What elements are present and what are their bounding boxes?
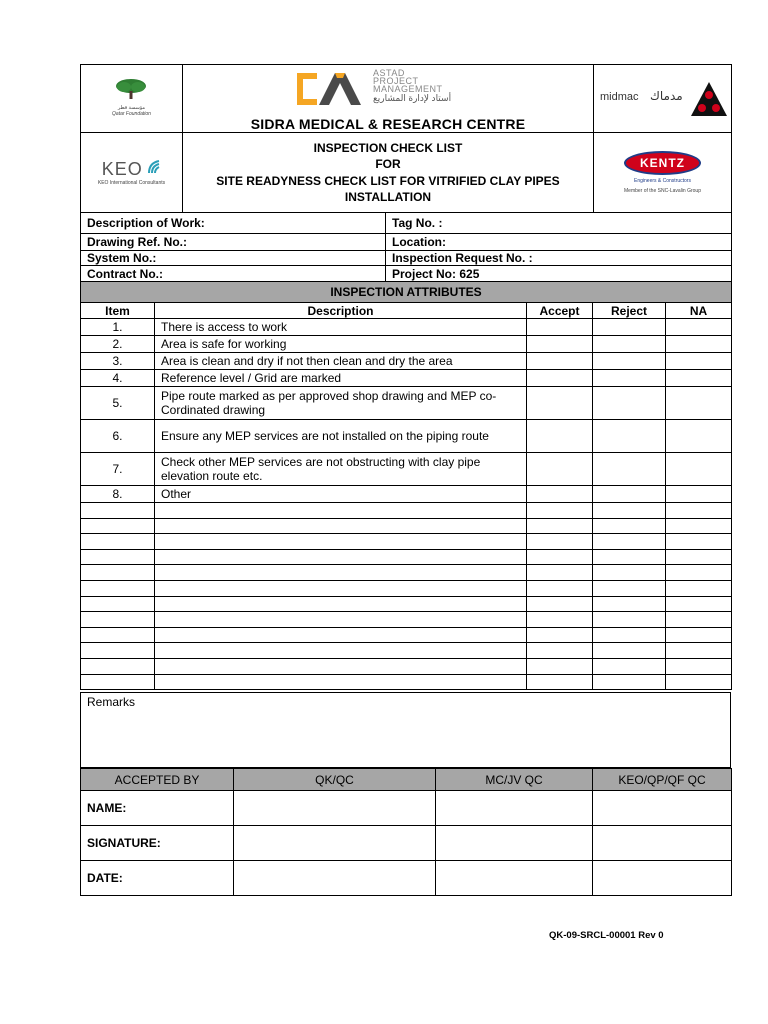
doc-title-line-4: INSTALLATION <box>344 190 432 204</box>
reject-checkbox-cell[interactable] <box>593 370 666 387</box>
blank-accept-cell[interactable] <box>527 627 593 643</box>
remarks-field[interactable] <box>81 693 731 768</box>
accept-checkbox-cell[interactable] <box>527 353 593 370</box>
item-description: Area is clean and dry if not then clean and dry the area <box>155 353 527 370</box>
reject-checkbox-cell[interactable] <box>593 486 666 503</box>
blank-reject-cell[interactable] <box>593 503 666 519</box>
accept-checkbox-cell[interactable] <box>527 336 593 353</box>
document-code: QK-09-SRCL-00001 Rev 0 <box>549 930 664 941</box>
blank-reject-cell[interactable] <box>593 643 666 659</box>
blank-accept-cell[interactable] <box>527 580 593 596</box>
contractor-logo-cell <box>594 65 732 133</box>
table-row <box>81 453 732 486</box>
blank-item-cell[interactable] <box>81 549 155 565</box>
signature-qk-qc-cell[interactable] <box>234 826 436 861</box>
blank-accept-cell[interactable] <box>527 674 593 690</box>
signoff-header-accepted-by: ACCEPTED BY <box>81 769 234 791</box>
blank-description-cell[interactable] <box>155 518 527 534</box>
blank-accept-cell[interactable] <box>527 565 593 581</box>
blank-description-cell[interactable] <box>155 534 527 550</box>
blank-accept-cell[interactable] <box>527 643 593 659</box>
date-label: DATE: <box>81 861 234 896</box>
midmac-logo <box>594 79 731 119</box>
blank-description-cell[interactable] <box>155 565 527 581</box>
item-description: Pipe route marked as per approved shop drawing and MEP co- Cordinated drawing <box>155 387 527 420</box>
blank-row <box>81 643 732 659</box>
blank-reject-cell[interactable] <box>593 674 666 690</box>
table-row <box>81 336 732 353</box>
blank-na-cell[interactable] <box>666 674 732 690</box>
qf-english-name: Qatar Foundation <box>112 110 151 117</box>
blank-item-cell[interactable] <box>81 565 155 581</box>
item-number: 6. <box>81 420 155 453</box>
blank-row <box>81 565 732 581</box>
date-keo-qc-cell[interactable] <box>593 861 732 896</box>
blank-reject-cell[interactable] <box>593 612 666 628</box>
date-mc-jv-qc-cell[interactable] <box>436 861 593 896</box>
column-header-accept: Accept <box>527 303 593 319</box>
keo-logo <box>81 159 182 186</box>
item-description: Reference level / Grid are marked <box>155 370 527 387</box>
signoff-header-keo-qc: KEO/QP/QF QC <box>593 769 732 791</box>
form-header <box>80 64 732 213</box>
na-checkbox-cell[interactable] <box>666 353 732 370</box>
blank-accept-cell[interactable] <box>527 534 593 550</box>
name-qk-qc-cell[interactable] <box>234 791 436 826</box>
accept-checkbox-cell[interactable] <box>527 486 593 503</box>
blank-item-cell[interactable] <box>81 503 155 519</box>
astad-line-2: PROJECT <box>373 76 419 86</box>
blank-na-cell[interactable] <box>666 534 732 550</box>
reject-checkbox-cell[interactable] <box>593 353 666 370</box>
kentz-logo-cell <box>594 133 732 213</box>
reject-checkbox-cell[interactable] <box>593 336 666 353</box>
blank-reject-cell[interactable] <box>593 534 666 550</box>
na-checkbox-cell[interactable] <box>666 420 732 453</box>
na-checkbox-cell[interactable] <box>666 370 732 387</box>
astad-arabic: أستاد لإدارة المشاريع <box>373 93 452 103</box>
blank-accept-cell[interactable] <box>527 518 593 534</box>
blank-na-cell[interactable] <box>666 627 732 643</box>
remarks-box <box>80 692 731 768</box>
blank-item-cell[interactable] <box>81 518 155 534</box>
accept-checkbox-cell[interactable] <box>527 319 593 336</box>
table-row <box>81 319 732 336</box>
reject-checkbox-cell[interactable] <box>593 453 666 486</box>
blank-accept-cell[interactable] <box>527 658 593 674</box>
location-field[interactable]: Location: <box>386 234 732 251</box>
blank-description-cell[interactable] <box>155 612 527 628</box>
blank-row <box>81 612 732 628</box>
project-title-cell <box>183 65 594 133</box>
item-description: Ensure any MEP services are not installed on the piping route <box>155 420 527 453</box>
project-info-table <box>80 212 732 282</box>
blank-description-cell[interactable] <box>155 596 527 612</box>
signature-keo-qc-cell[interactable] <box>593 826 732 861</box>
blank-row <box>81 580 732 596</box>
midmac-arabic: مدماك <box>650 88 683 103</box>
blank-na-cell[interactable] <box>666 596 732 612</box>
column-header-na: NA <box>666 303 732 319</box>
description-of-work-field[interactable]: Description of Work: <box>81 213 386 234</box>
blank-reject-cell[interactable] <box>593 565 666 581</box>
blank-item-cell[interactable] <box>81 596 155 612</box>
qatar-foundation-logo <box>112 78 151 117</box>
blank-accept-cell[interactable] <box>527 549 593 565</box>
na-checkbox-cell[interactable] <box>666 486 732 503</box>
blank-description-cell[interactable] <box>155 627 527 643</box>
item-number: 1. <box>81 319 155 336</box>
item-description: There is access to work <box>155 319 527 336</box>
signoff-header-qk-qc: QK/QC <box>234 769 436 791</box>
accept-checkbox-cell[interactable] <box>527 453 593 486</box>
blank-item-cell[interactable] <box>81 534 155 550</box>
blank-row <box>81 674 732 690</box>
blank-reject-cell[interactable] <box>593 580 666 596</box>
kentz-member: Member of the SNC-Lavalin Group <box>624 188 701 194</box>
item-number: 3. <box>81 353 155 370</box>
item-number: 8. <box>81 486 155 503</box>
blank-na-cell[interactable] <box>666 612 732 628</box>
reject-checkbox-cell[interactable] <box>593 319 666 336</box>
blank-item-cell[interactable] <box>81 658 155 674</box>
keo-text: KEO <box>101 159 143 179</box>
blank-reject-cell[interactable] <box>593 596 666 612</box>
blank-row <box>81 627 732 643</box>
item-description: Area is safe for working <box>155 336 527 353</box>
blank-description-cell[interactable] <box>155 580 527 596</box>
blank-accept-cell[interactable] <box>527 503 593 519</box>
blank-row <box>81 549 732 565</box>
blank-na-cell[interactable] <box>666 658 732 674</box>
tree-icon <box>114 78 148 100</box>
qatar-foundation-logo-cell <box>81 65 183 133</box>
blank-row <box>81 534 732 550</box>
na-checkbox-cell[interactable] <box>666 336 732 353</box>
item-description: Other <box>155 486 527 503</box>
signature-label: SIGNATURE: <box>81 826 234 861</box>
column-header-description: Description <box>155 303 527 319</box>
astad-line-1: ASTAD <box>373 68 405 78</box>
accept-checkbox-cell[interactable] <box>527 387 593 420</box>
name-label: NAME: <box>81 791 234 826</box>
blank-description-cell[interactable] <box>155 658 527 674</box>
system-no-field[interactable]: System No.: <box>81 251 386 266</box>
accept-checkbox-cell[interactable] <box>527 420 593 453</box>
na-checkbox-cell[interactable] <box>666 319 732 336</box>
item-number: 7. <box>81 453 155 486</box>
project-title: SIDRA MEDICAL & RESEARCH CENTRE <box>250 116 526 132</box>
blank-reject-cell[interactable] <box>593 549 666 565</box>
na-checkbox-cell[interactable] <box>666 387 732 420</box>
blank-na-cell[interactable] <box>666 518 732 534</box>
name-keo-qc-cell[interactable] <box>593 791 732 826</box>
blank-item-cell[interactable] <box>81 627 155 643</box>
blank-description-cell[interactable] <box>155 643 527 659</box>
drawing-ref-field[interactable]: Drawing Ref. No.: <box>81 234 386 251</box>
blank-accept-cell[interactable] <box>527 596 593 612</box>
table-row <box>81 370 732 387</box>
kentz-subtitle: Engineers & Constructors <box>634 178 691 184</box>
contract-no-field[interactable]: Contract No.: <box>81 266 386 282</box>
date-qk-qc-cell[interactable] <box>234 861 436 896</box>
blank-item-cell[interactable] <box>81 580 155 596</box>
blank-description-cell[interactable] <box>155 503 527 519</box>
tag-no-field[interactable]: Tag No. : <box>386 213 732 234</box>
signoff-header-mc-jv-qc: MC/JV QC <box>436 769 593 791</box>
inspection-rows <box>81 319 732 690</box>
reject-checkbox-cell[interactable] <box>593 387 666 420</box>
blank-item-cell[interactable] <box>81 643 155 659</box>
blank-na-cell[interactable] <box>666 549 732 565</box>
triangle-logo-icon <box>690 81 728 117</box>
blank-reject-cell[interactable] <box>593 658 666 674</box>
blank-row <box>81 658 732 674</box>
blank-row <box>81 518 732 534</box>
blank-na-cell[interactable] <box>666 643 732 659</box>
blank-na-cell[interactable] <box>666 580 732 596</box>
kentz-text: KENTZ <box>640 156 685 170</box>
column-header-reject: Reject <box>593 303 666 319</box>
inspection-attributes-header: INSPECTION ATTRIBUTES <box>81 282 732 303</box>
midmac-text: midmac <box>600 90 639 103</box>
blank-item-cell[interactable] <box>81 612 155 628</box>
keo-caption: KEO International Consultants <box>97 180 166 186</box>
signature-mc-jv-qc-cell[interactable] <box>436 826 593 861</box>
kentz-logo <box>594 151 731 194</box>
project-no-field: Project No: 625 <box>386 266 732 282</box>
name-mc-jv-qc-cell[interactable] <box>436 791 593 826</box>
blank-reject-cell[interactable] <box>593 627 666 643</box>
item-description: Check other MEP services are not obstructing with clay pipe elevation route etc. <box>155 453 527 486</box>
qf-arabic-name: مؤسسة قطر <box>117 104 146 111</box>
inspection-request-field[interactable]: Inspection Request No. : <box>386 251 732 266</box>
table-row <box>81 353 732 370</box>
blank-accept-cell[interactable] <box>527 612 593 628</box>
accept-checkbox-cell[interactable] <box>527 370 593 387</box>
item-number: 5. <box>81 387 155 420</box>
document-title-cell <box>183 133 594 213</box>
astad-line-3: MANAGEMENT <box>373 84 443 94</box>
table-row <box>81 486 732 503</box>
blank-na-cell[interactable] <box>666 565 732 581</box>
astad-logo <box>183 69 593 113</box>
astad-mark-icon <box>295 69 371 109</box>
table-row <box>81 420 732 453</box>
keo-logo-cell <box>81 133 183 213</box>
na-checkbox-cell[interactable] <box>666 453 732 486</box>
blank-description-cell[interactable] <box>155 549 527 565</box>
table-row <box>81 387 732 420</box>
blank-item-cell[interactable] <box>81 674 155 690</box>
blank-description-cell[interactable] <box>155 674 527 690</box>
blank-row <box>81 503 732 519</box>
doc-title-line-2: FOR <box>375 157 401 171</box>
keo-waves-icon <box>147 159 161 175</box>
item-number: 4. <box>81 370 155 387</box>
doc-title-line-1: INSPECTION CHECK LIST <box>313 140 463 155</box>
blank-reject-cell[interactable] <box>593 518 666 534</box>
signoff-table <box>80 768 732 896</box>
doc-title-line-3: SITE READYNESS CHECK LIST FOR VITRIFIED CLAY PIPES <box>216 173 560 188</box>
column-header-item: Item <box>81 303 155 319</box>
blank-row <box>81 596 732 612</box>
reject-checkbox-cell[interactable] <box>593 420 666 453</box>
item-number: 2. <box>81 336 155 353</box>
inspection-table <box>80 281 732 690</box>
remarks-label: Remarks <box>87 695 136 709</box>
blank-na-cell[interactable] <box>666 503 732 519</box>
